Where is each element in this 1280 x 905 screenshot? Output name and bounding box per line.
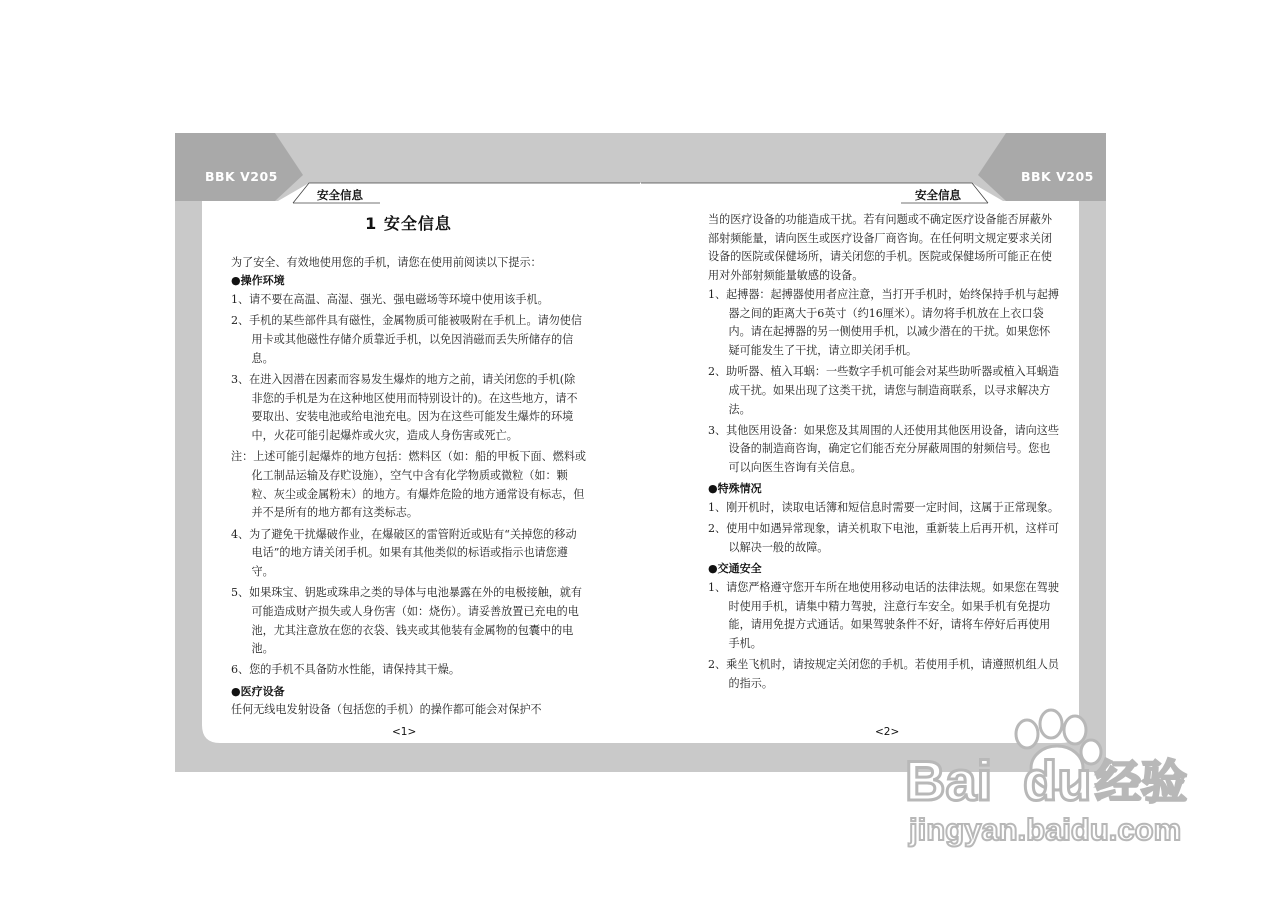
right-page-column: [708, 211, 1060, 696]
medical-continued: 当的医疗设备的功能造成干扰。若有问题或不确定医疗设备能否屏蔽外部射频能量，请向医生或医疗设备厂商咨询。在任何明文规定要求关闭设备的医院或保健场所，请关闭您的手机。医院或保健场所可能正在使用对外部射频能量敏感的设备。: [708, 213, 1052, 283]
heading-special-situations: ●特殊情况: [708, 482, 762, 496]
special-item-1: 1、刚开机时，读取电话簿和短信息时需要一定时间，这属于正常现象。: [708, 501, 1059, 515]
watermark-cn: 经验: [1095, 755, 1187, 809]
medical-item-1: 1、起搏器：起搏器使用者应注意，当打开手机时，始终保持手机与起搏器之间的距离大于6英寸（约16厘米）。请勿将手机放在上衣口袋内。请在起搏器的另一侧使用手机，以减少潜在的干扰。如果您怀疑可能发生了干扰，请立即关闭手机。: [708, 287, 1059, 357]
manual-spread: [175, 133, 1106, 772]
env-item-4: 4、为了避免干扰爆破作业，在爆破区的雷管附近或贴有“关掉您的移动电话”的地方请关闭手机。如果有其他类似的标语或指示也请您遵守。: [231, 527, 577, 578]
heading-traffic-safety: ●交通安全: [708, 562, 762, 576]
env-item-3: 3、在进入因潜在因素而容易发生爆炸的地方之前，请关闭您的手机(除非您的手机是为在这种地区使用而特别设计的)。在这些地方，请不要取出、安装电池或给电池充电。因为在这些可能发生爆炸的环境中，火花可能引起爆炸或火灾，造成人身伤害或死亡。: [231, 372, 578, 443]
env-item-5: 5、如果珠宝、钥匙或珠串之类的导体与电池暴露在外的电极接触，就有可能造成财产损失或人身伤害（如：烧伤）。请妥善放置已充电的电池，尤其注意放在您的衣袋、钱夹或其他装有金属物的包囊中的电池。: [231, 586, 582, 656]
left-page-column: [231, 211, 586, 720]
medical-item-2: 2、助听器、植入耳蜗：一些数字手机可能会对某些助听器或植入耳蜗造成干扰。如果出现了这类干扰，请您与制造商联系，以寻求解决方法。: [708, 365, 1059, 416]
heading-medical-devices: ●医疗设备: [231, 684, 285, 698]
env-item-1: 1、请不要在高温、高湿、强光、强电磁场等环境中使用该手机。: [231, 293, 549, 307]
chapter-title: 1 安全信息: [365, 214, 452, 233]
section-header-right: 安全信息: [915, 188, 961, 202]
env-item-2: 2、手机的某些部件具有磁性，金属物质可能被吸附在手机上。请勿使信用卡或其他磁性存储介质靠近手机，以免因消磁而丢失所储存的信息。: [231, 314, 582, 365]
heading-operating-environment: ●操作环境: [231, 274, 285, 288]
env-item-6: 6、您的手机不具备防水性能，请保持其干燥。: [231, 663, 460, 677]
right-model-tab: [978, 133, 1106, 201]
traffic-item-2: 2、乘坐飞机时，请按规定关闭您的手机。若使用手机，请遵照机组人员的指示。: [708, 658, 1059, 690]
section-header-left: 安全信息: [317, 188, 363, 202]
watermark-brand-du: du: [1023, 749, 1092, 812]
left-model-tab: [175, 133, 303, 201]
traffic-item-1: 1、请您严格遵守您开车所在地使用移动电话的法律法规。如果您在驾驶时使用手机，请集中精力驾驶，注意行车安全。如果手机有免提功能，请用免提方式通话。如果驾驶条件不好，请将车停好后再使用手机。: [708, 580, 1059, 650]
model-label-left: BBK V205: [205, 169, 278, 184]
model-label-right: BBK V205: [1021, 169, 1094, 184]
env-note: 注：上述可能引起爆炸的地方包括：燃料区（如：船的甲板下面、燃料或化工制品运输及存贮设施），空气中含有化学物质或微粒（如：颗粒、灰尘或金属粉末）的地方。有爆炸危险的地方通常设有标志，但并不是所有的地方都有这类标志。: [231, 450, 587, 520]
intro-text: 为了安全、有效地使用您的手机，请您在使用前阅读以下提示：: [231, 255, 542, 269]
watermark-url: jingyan.baidu.com: [909, 812, 1182, 847]
baidu-watermark: [905, 700, 1215, 860]
medical-intro: 任何无线电发射设备（包括您的手机）的操作都可能会对保护不: [231, 703, 542, 717]
page-number-left: <1>: [392, 726, 417, 738]
special-item-2: 2、使用中如遇异常现象，请关机取下电池，重新装上后再开机，这样可以解决一般的故障。: [708, 522, 1059, 554]
page-number-right: <2>: [875, 726, 900, 738]
watermark-brand: Bai: [905, 749, 993, 812]
medical-item-3: 3、其他医用设备：如果您及其周围的人还使用其他医用设备，请向这些设备的制造商咨询，确定它们能否充分屏蔽周围的射频信号。您也可以向医生咨询有关信息。: [708, 423, 1059, 475]
